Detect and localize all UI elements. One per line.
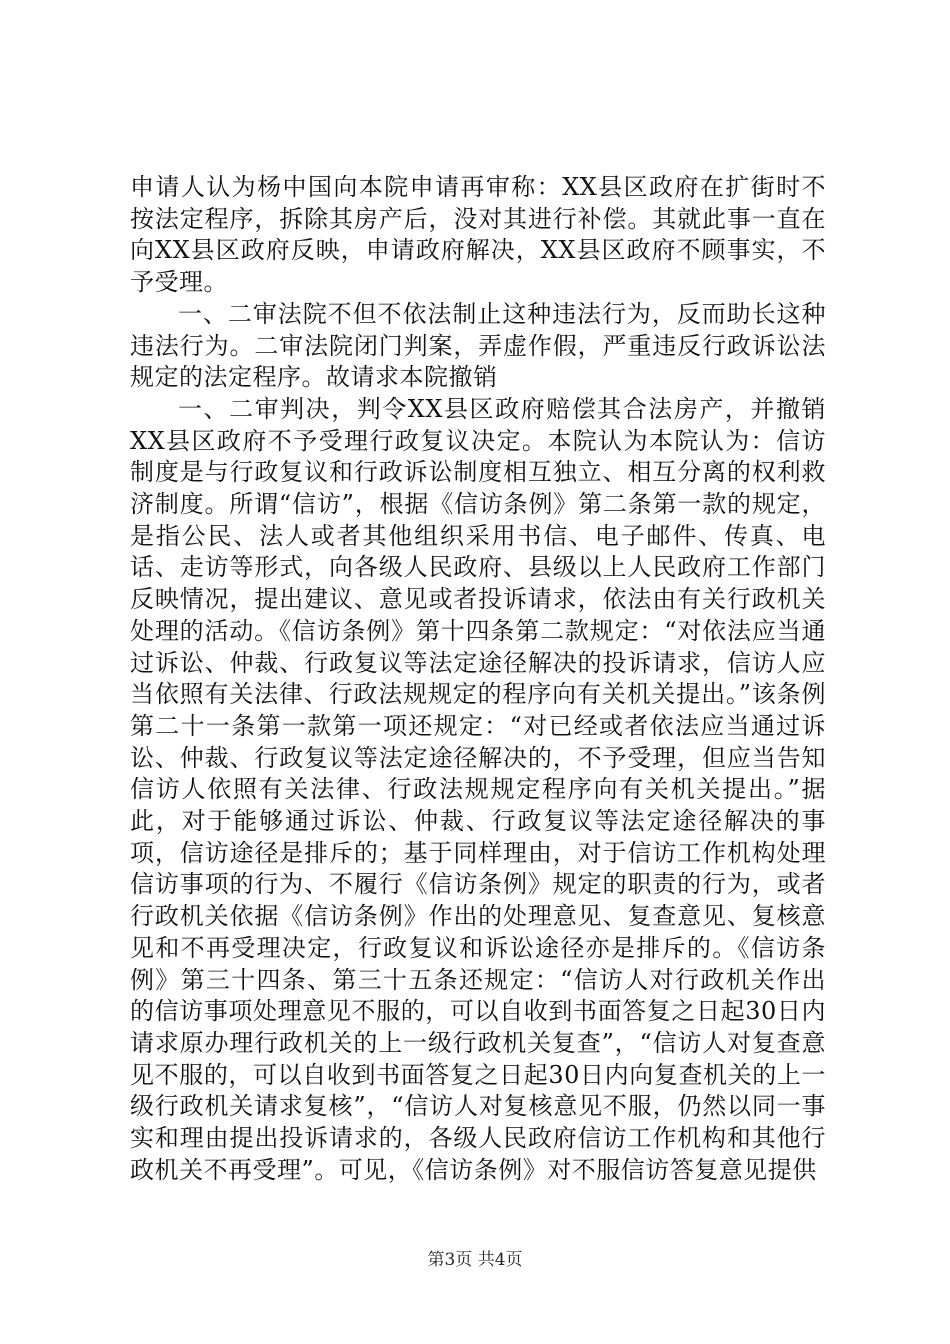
paragraph-court-opinion: 一、二审判决，判令XX县区政府赔偿其合法房产，并撤销XX县区政府不予受理行政复议决定。本院认为本院认为：信访制度是与行政复议和行政诉讼制度相互独立、相互分离的权利救济制度。所谓“信访”，根据《信访条例》第二条第一款的规定，是指公民、法人或者其他组织采用书信、电子邮件、传真、电话、走访等形式，向各级人民政府、县级以上人民政府工作部门反映情况，提出建议、意见或者投诉请求，依法由有关行政机关处理的活动。《信访条例》第十四条第二款规定：“对依法应当通过诉讼、仲裁、行政复议等法定途径解决的投诉请求，信访人应当依照有关法律、行政法规规定的程序向有关机关提出。”该条例第二十一条第一款第一项还规定：“对已经或者依法应当通过诉讼、仲裁、行政复议等法定途径解决的，不予受理，但应当告知信访人依照有关法律、行政法规规定程序向有关机关提出。”据此，对于能够通过诉讼、仲裁、行政复议等法定途径解决的事项，信访途径是排斥的；基于同样理由，对于信访工作机构处理信访事项的行为、不履行《信访条例》规定的职责的行为，或者行政机关依据《信访条例》作出的处理意见、复查意见、复核意见和不再受理决定，行政复议和诉讼途径亦是排斥的。《信访条例》第三十四条、第三十五条还规定：“信访人对行政机关作出的信访事项处理意见不服的，可以自收到书面答复之日起30日内请求原办理行政机关的上一级行政机关复查”，“信访人对复查意见不服的，可以自收到书面答复之日起30日内向复查机关的上一级行政机关请求复核”，“信访人对复核意见不服，仍然以同一事实和理由提出投诉请求的，各级人民政府信访工作机构和其他行政机关不再受理”。可见，《信访条例》对不服信访答复意见提供: [130, 394, 826, 1184]
page-footer: 第3页 共4页: [427, 1250, 523, 1270]
paragraph-applicant-claim: 申请人认为杨中国向本院申请再审称：XX县区政府在扩街时不按法定程序，拆除其房产后，没对其进行补偿。其就此事一直在向XX县区政府反映，申请政府解决，XX县区政府不顾事实，不予受理。: [130, 173, 826, 297]
document-body: [130, 172, 826, 1187]
paragraph-court-violation: 一、二审法院不但不依法制止这种违法行为，反而助长这种违法行为。二审法院闭门判案，弄虚作假，严重违反行政诉讼法规定的法定程序。故请求本院撤销: [130, 299, 826, 392]
